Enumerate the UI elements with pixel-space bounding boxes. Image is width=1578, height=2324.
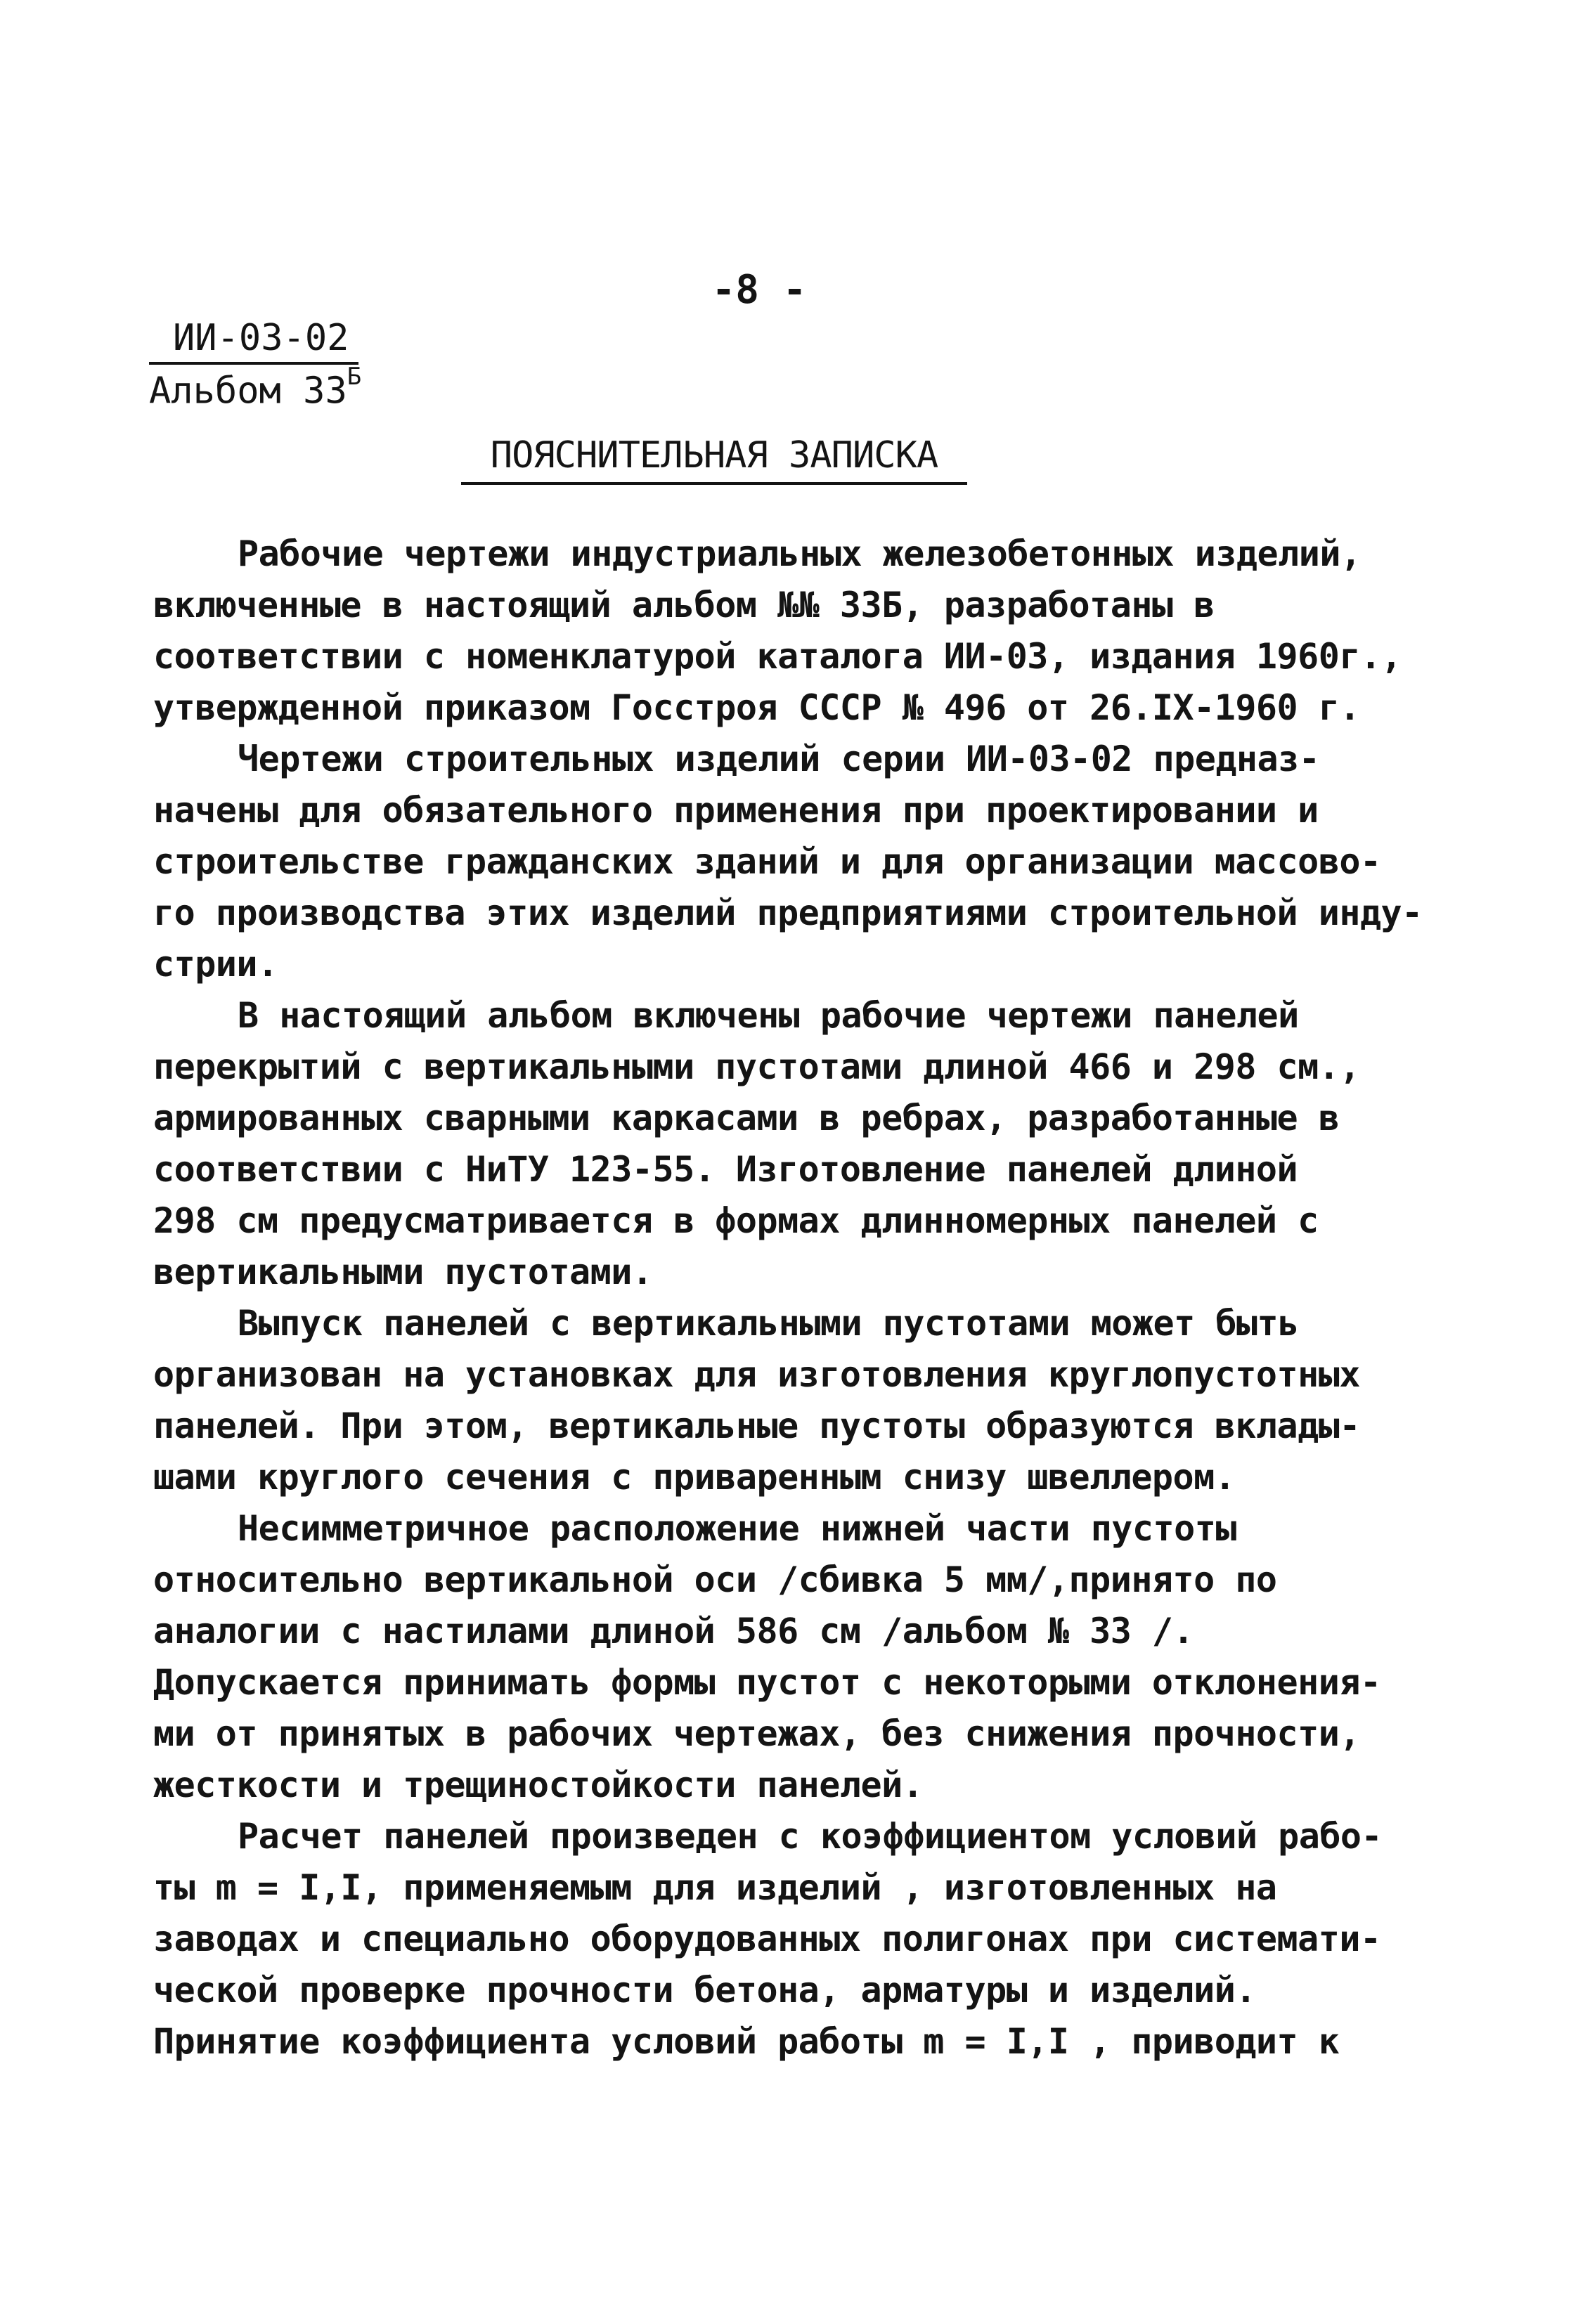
text-line: утвержденной приказом Госстроя СССР № 496 от 26.IX-1960 г. (153, 687, 1360, 728)
paragraph (153, 734, 1447, 990)
text-line: армированных сварными каркасами в ребрах, разработанные в (153, 1098, 1340, 1138)
text-line: организован на установках для изготовления круглопустотных (153, 1354, 1360, 1395)
text-line: жесткости и трещиностойкости панелей. (153, 1765, 924, 1805)
series-code: ИИ-03-02 (149, 320, 358, 365)
paragraph (153, 528, 1447, 734)
text-line: Расчет панелей произведен с коэффициентом условий рабо- (238, 1816, 1383, 1857)
text-line: шами круглого сечения с приваренным снизу швеллером. (153, 1457, 1236, 1498)
text-line: ческой проверке прочности бетона, арматуры и изделий. (153, 1970, 1256, 2011)
text-line: Рабочие чертежи индустриальных железобетонных изделий, (238, 533, 1362, 574)
album-line (149, 363, 362, 413)
album-suffix: Б (347, 363, 362, 391)
text-line: В настоящий альбом включены рабочие чертежи панелей (238, 995, 1299, 1036)
text-line: перекрытий с вертикальными пустотами длиной 466 и 298 см., (153, 1046, 1360, 1087)
text-line: заводах и специально оборудованных полигонах при системати- (153, 1919, 1381, 1959)
text-line: Чертежи строительных изделий серии ИИ-03-02 предназ- (238, 739, 1320, 779)
text-line: соответствии с номенклатурой каталога ИИ-03, издания 1960г., (153, 636, 1402, 677)
body-text (153, 528, 1447, 2067)
text-line: включенные в настоящий альбом №№ 33Б, разработаны в (153, 585, 1215, 625)
text-line: строительстве гражданских зданий и для организации массово- (153, 841, 1381, 882)
text-line: панелей. При этом, вертикальные пустоты образуются вклады- (153, 1406, 1360, 1446)
series-block (149, 317, 362, 413)
text-line: соответствии с НиТУ 123-55. Изготовление панелей длиной (153, 1149, 1298, 1190)
text-line: ты m = I,I, применяемым для изделий , изготовленных на (153, 1867, 1277, 1908)
paragraph (153, 1298, 1447, 1503)
paragraph (153, 990, 1447, 1298)
text-line: Выпуск панелей с вертикальными пустотами может быть (238, 1303, 1299, 1344)
text-line: Несимметричное расположение нижней части пустоты (238, 1508, 1236, 1549)
text-line: го производства этих изделий предприятиями строительной инду- (153, 892, 1423, 933)
text-line: Принятие коэффициента условий работы m = I,I , приводит к (153, 2021, 1340, 2062)
page-number: -8 - (711, 267, 807, 313)
text-line: относительно вертикальной оси /сбивка 5 мм/,принято по (153, 1559, 1277, 1600)
text-line: начены для обязательного применения при проектировании и (153, 790, 1319, 831)
paragraph (153, 1811, 1447, 2067)
text-line: стрии. (153, 944, 278, 985)
album-label: Альбом 33 (149, 370, 347, 413)
page-title: ПОЯСНИТЕЛЬНАЯ ЗАПИСКА (461, 437, 967, 485)
text-line: аналогии с настилами длиной 586 см /альбом № 33 /. (153, 1611, 1194, 1651)
text-line: вертикальными пустотами. (153, 1252, 653, 1292)
text-line: 298 см предусматривается в формах длинномерных панелей с (153, 1200, 1319, 1241)
paragraph (153, 1503, 1447, 1811)
text-line: Допускается принимать формы пустот с некоторыми отклонения- (153, 1662, 1381, 1703)
text-line: ми от принятых в рабочих чертежах, без снижения прочности, (153, 1713, 1360, 1754)
